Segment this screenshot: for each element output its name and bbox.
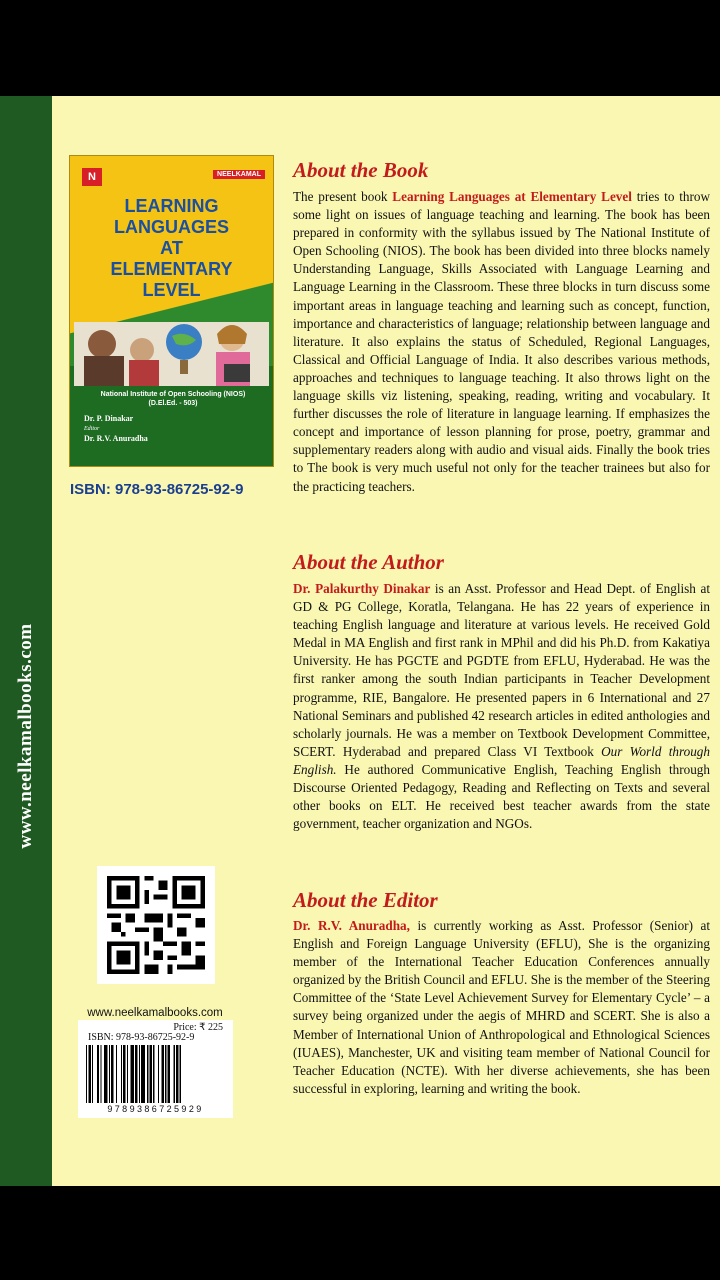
about-book-heading: About the Book (293, 158, 429, 182)
cover-title (70, 196, 273, 301)
cover-course-code: (D.El.Ed. - 503) (148, 400, 198, 407)
about-editor-body: is currently working as Asst. Professor (Senior) at English and Foreign Language University (EFLU), She is the organizing member of the International Teacher Education Conferences annually organized by the British Council and EFLU. She is the member of the Steering Committee of the ‘State Level Achievement Survey for Elementary Cycle’ – a survey being organized under the aegis of MHRD and SCERT. She is also a Member of International Union of Anthropological and Ethnological Sciences (IUAES), Manchester, UK and visiting team member of National Council for Teacher Education (NCTE). With her diverse achievements, she has been successful in exploring, learning and writing the book. (293, 918, 710, 1096)
about-author-heading: About the Author (293, 550, 444, 574)
author-name: Dr. Palakurthy Dinakar (293, 581, 431, 596)
barcode-isbn: ISBN: 978-93-86725-92-9 (88, 1032, 195, 1043)
isbn-label: ISBN: 978-93-86725-92-9 (70, 481, 244, 498)
cover-institute-name: National Institute of Open Schooling (NIOS) (100, 391, 246, 398)
cover-title-line: LEARNING LANGUAGES (113, 196, 229, 237)
back-cover (0, 96, 720, 1186)
about-author-body-1: is an Asst. Professor and Head Dept. of English at GD & PG College, Koratla, Telangana. He has 22 years of experience in teaching English language and literature at various levels. He received Gold Medal in MA English and first rank in MPhil and did his Ph.D. from Kakatiya University. He has PGCTE and PGDTE from EFLU, Hyderabad. He was the first ranker among the south Indian participants in Teacher Development programme, RIE, Bangalore. He presented papers in 6 International and 27 National Seminars and published 42 research articles in edited anthologies and scholarly journals. He was a member on Textbook Development Committee, SCERT. Hyderabad and prepared Class VI Textbook (293, 581, 710, 759)
spine-website: www.neelkamalbooks.com (15, 623, 36, 849)
about-editor-text (293, 917, 710, 1098)
publisher-logo-icon: N (82, 168, 102, 186)
cover-title-line: ELEMENTARY (110, 259, 233, 279)
about-editor-heading: About the Editor (293, 888, 438, 912)
about-book-intro: The present book (293, 189, 393, 204)
back-website: www.neelkamalbooks.com (87, 1007, 223, 1019)
barcode-icon (84, 1045, 227, 1103)
book-title-highlight: Learning Languages at Elementary Level (392, 189, 632, 204)
about-book-body: tries to throw some light on issues of language teaching and learning. The book has been prepared in conformity with the syllabus issued by The National Institute of Open Schooling (NIOS). The book has been divided into three blocks namely Understanding Language, Skills Associated with Language Learning and Language Learning in the Classroom. These three blocks in turn discuss some important areas in language teaching and learning such as concept, function, importance and characteristics of language; relationship between language and literature. It also explains the status of Scheduled, Regional Languages, Classical and Official Language of India. It also describes various methods, approaches and techniques to language teaching. It also throws light on the language skills viz listening, speaking, reading, writing and vocabulary. It further discusses the role of literature in language learning. If emphasizes the concept and importance of lesson planning for prose, poetry, grammar and supplementary readers along with audio and visual aids. Finally the book tries to The book is very much useful not only for the teacher trainees but also for the practicing teachers. (293, 189, 710, 494)
barcode-digits: 9789386725929 (107, 1104, 204, 1114)
cover-title-line: AT (160, 238, 183, 258)
about-book-text (293, 188, 710, 496)
qr-code-icon (107, 876, 205, 974)
cover-title-line: LEVEL (142, 280, 201, 300)
about-author-text (293, 580, 710, 833)
editor-name: Dr. R.V. Anuradha, (293, 918, 410, 933)
qr-code (97, 866, 215, 984)
book-cover-thumbnail (70, 156, 273, 466)
barcode-panel (78, 1020, 233, 1118)
cover-editor: Dr. R.V. Anuradha (84, 434, 148, 443)
cover-author: Dr. P. Dinakar (84, 414, 134, 423)
cover-photo-collage (74, 314, 269, 386)
about-author-body-2: He authored Communicative English, Teaching English through Discourse Oriented Pedagogy, Reading and Reflecting on Texts and several other books on ELT. He received best teacher awards from the state government, teacher organization and NGOs. (293, 761, 710, 832)
cover-authors (84, 414, 148, 444)
price: Price: ₹ 225 (173, 1022, 223, 1033)
cover-institute (78, 390, 268, 408)
cover-publisher: NEELKAMAL (213, 170, 265, 179)
author-book-title: Our World through English. (293, 743, 710, 777)
cover-editor-label: Editor (84, 426, 100, 432)
spine (0, 96, 52, 1186)
